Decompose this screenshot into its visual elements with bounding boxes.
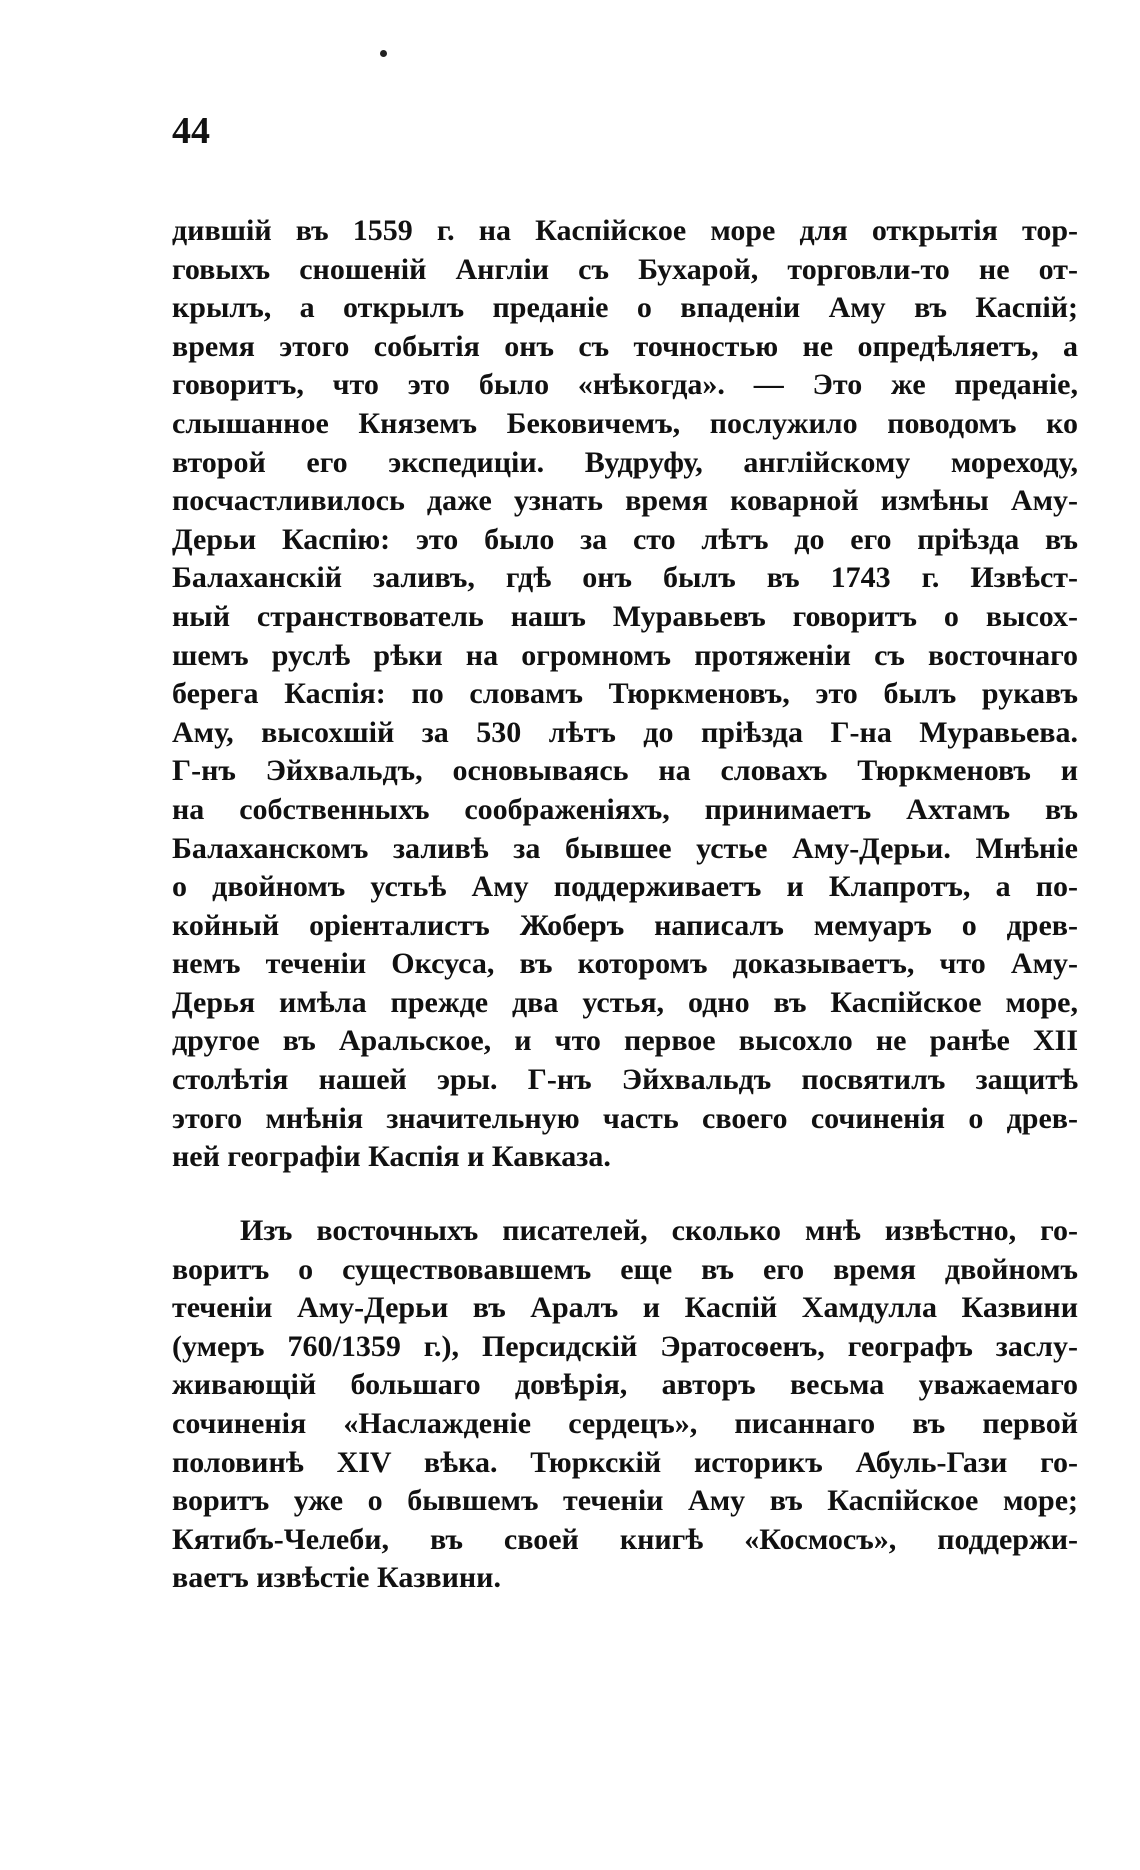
- text-line: берега Каспія: по словамъ Тюркменовъ, это былъ рукавъ: [172, 677, 1078, 711]
- text-line: на собственныхъ соображеніяхъ, принимаетъ Ахтамъ въ: [172, 792, 1078, 826]
- text-line: Балаханскій заливъ, гдѣ онъ былъ въ 1743 г. Извѣст-: [172, 561, 1078, 595]
- text-line: теченіи Аму-Дерьи въ Аралъ и Каспій Хамдулла Казвини: [172, 1291, 1078, 1325]
- text-line: Изъ восточныхъ писателей, сколько мнѣ извѣстно, го-: [240, 1214, 1078, 1247]
- text-line: дившій въ 1559 г. на Каспійское море для открытія тор-: [172, 214, 1078, 247]
- text-line: крылъ, а открылъ преданіе о впаденіи Аму въ Каспій;: [172, 291, 1078, 325]
- text-line: Дерья имѣла прежде два устья, одно въ Каспійское море,: [172, 985, 1078, 1019]
- text-line: ней географіи Каспія и Кавказа.: [172, 1140, 611, 1174]
- text-line: слышанное Княземъ Бековичемъ, послужило поводомъ ко: [172, 406, 1078, 440]
- text-line: воритъ уже о бывшемъ теченіи Аму въ Каспійское море;: [172, 1484, 1078, 1518]
- text-line: воритъ о существовавшемъ еще въ его время двойномъ: [172, 1252, 1078, 1286]
- text-line: ваетъ извѣстіе Казвини.: [172, 1561, 501, 1595]
- text-line: второй его экспедиціи. Вудруфу, англійскому мореходу,: [172, 445, 1078, 479]
- text-line: другое въ Аральское, и что первое высохло не ранѣе XII: [172, 1024, 1078, 1058]
- text-line: немъ теченіи Оксуса, въ которомъ доказываетъ, что Аму-: [172, 947, 1078, 981]
- text-line: столѣтія нашей эры. Г-нъ Эйхвальдъ посвятилъ защитѣ: [172, 1063, 1078, 1097]
- text-line: Аму, высохшій за 530 лѣтъ до пріѣзда Г-на Муравьева.: [172, 715, 1078, 749]
- text-line: посчастливилось даже узнать время коварной измѣны Аму-: [172, 484, 1078, 518]
- text-line: говоритъ, что это было «нѣкогда». — Это же преданіе,: [172, 368, 1078, 402]
- text-line: время этого событія онъ съ точностью не опредѣляетъ, а: [172, 329, 1078, 363]
- text-line: этого мнѣнія значительную часть своего сочиненія о древ-: [172, 1101, 1078, 1135]
- page-number: 44: [172, 110, 210, 152]
- text-line: шемъ руслѣ рѣки на огромномъ протяженіи съ восточнаго: [172, 638, 1078, 672]
- text-line: говыхъ сношеній Англіи съ Бухарой, торговли-то не от-: [172, 252, 1078, 286]
- ink-speck: [380, 50, 387, 57]
- paragraph-1: [172, 212, 1078, 1177]
- text-line: Дерьи Каспію: это было за сто лѣтъ до его пріѣзда въ: [172, 522, 1078, 556]
- text-line: койный оріенталистъ Жоберъ написалъ мемуаръ о древ-: [172, 908, 1078, 942]
- text-line: Балаханскомъ заливѣ за бывшее устье Аму-Дерьи. Мнѣніе: [172, 831, 1078, 865]
- text-line: Г-нъ Эйхвальдъ, основываясь на словахъ Тюркменовъ и: [172, 754, 1078, 788]
- text-line: о двойномъ устьѣ Аму поддерживаетъ и Клапротъ, а по-: [172, 870, 1078, 904]
- text-line: сочиненія «Наслажденіе сердецъ», писаннаго въ первой: [172, 1406, 1078, 1440]
- text-line: живающій большаго довѣрія, авторъ весьма уважаемаго: [172, 1368, 1078, 1402]
- text-line: ный странствователь нашъ Муравьевъ говоритъ о высох-: [172, 599, 1078, 633]
- paragraph-2: [172, 1212, 1078, 1598]
- text-line: (умеръ 760/1359 г.), Персидскій Эратосѳенъ, географъ заслу-: [172, 1329, 1078, 1363]
- text-line: половинѣ XIV вѣка. Тюркскій историкъ Абуль-Гази го-: [172, 1445, 1078, 1479]
- text-line: Кятибъ-Челеби, въ своей книгѣ «Космосъ», поддержи-: [172, 1522, 1078, 1556]
